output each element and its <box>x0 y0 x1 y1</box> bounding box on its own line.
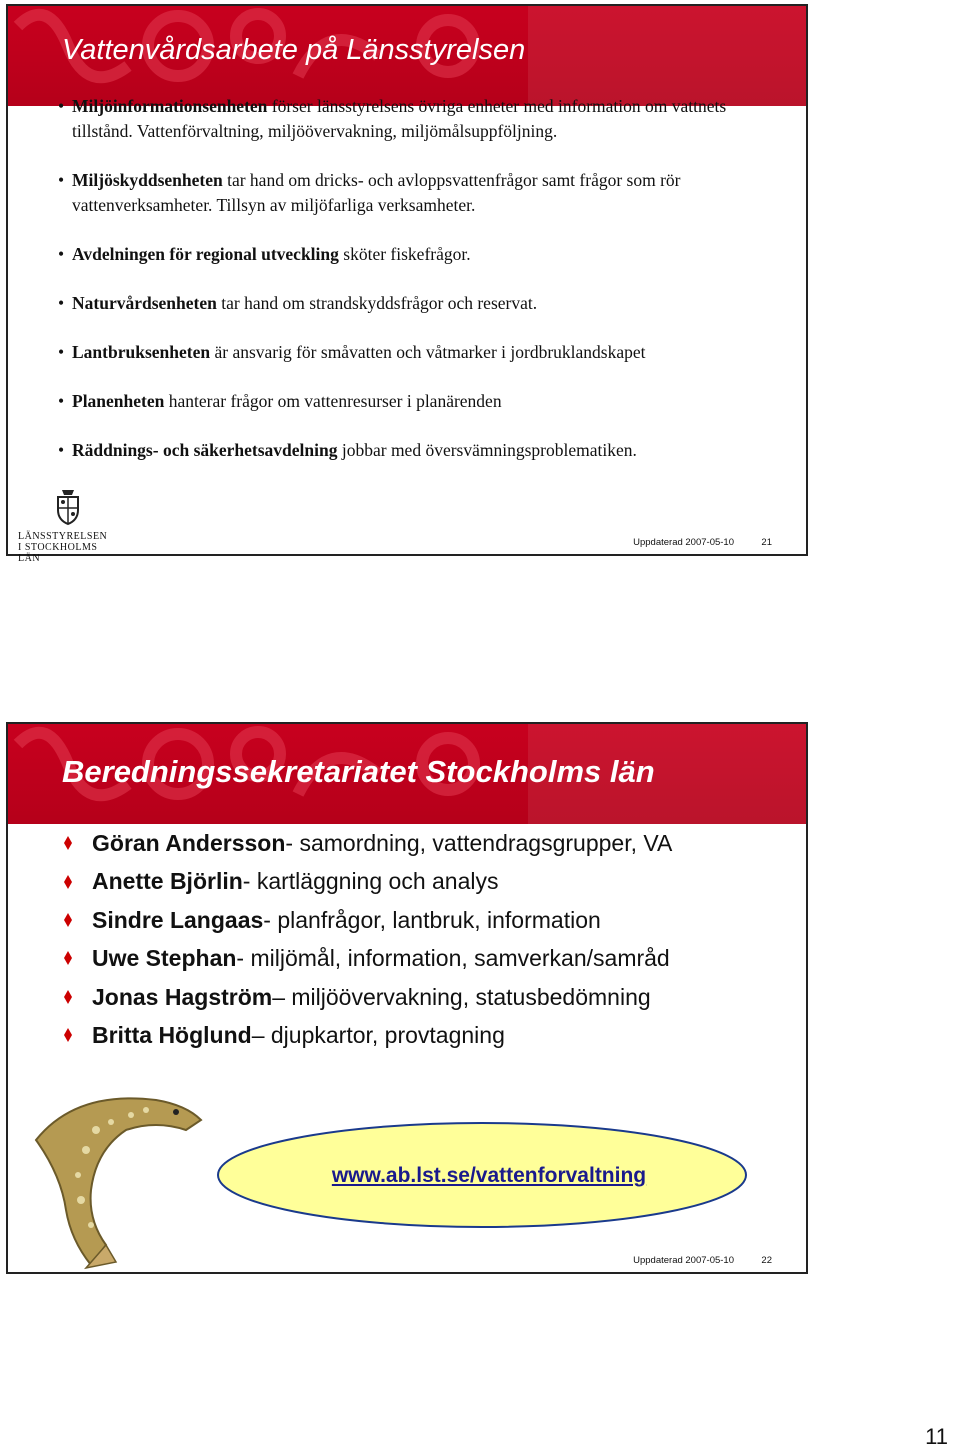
diamond-bullet-icon <box>64 951 72 965</box>
diamond-bullet-icon <box>64 1028 72 1042</box>
list-item: Sindre Langaas - planfrågor, lantbruk, information <box>64 901 672 939</box>
list-item: • Miljöinformationsenheten förser länsstyrelsens övriga enheter med information om vattnets tillstånd. Vattenförvaltning, miljöövervakning, miljömålsuppföljning. <box>56 94 776 144</box>
list-item: • Miljöskyddsenheten tar hand om dricks- och avloppsvattenfrågor samt frågor som rör vattenverksamheter. Tillsyn av miljöfarliga verksamheter. <box>56 168 776 218</box>
coat-of-arms-icon <box>48 486 88 526</box>
diamond-bullet-icon <box>64 836 72 850</box>
list-item: Uwe Stephan - miljömål, information, samverkan/samråd <box>64 939 672 977</box>
slide-title: Beredningssekretariatet Stockholms län <box>62 754 655 789</box>
bullet-list <box>56 94 776 463</box>
pike-fish-image <box>16 1080 216 1270</box>
list-item: • Avdelningen för regional utveckling sköter fiskefrågor. <box>56 242 776 267</box>
list-item: • Naturvårdsenheten tar hand om strandskyddsfrågor och reservat. <box>56 291 776 316</box>
website-link[interactable]: www.ab.lst.se/vattenforvaltning <box>331 1164 647 1187</box>
list-item: Britta Höglund – djupkartor, provtagning <box>64 1016 672 1054</box>
footer-date: Uppdaterad 2007-05-10 <box>633 537 734 548</box>
diamond-bullet-icon <box>64 875 72 889</box>
slide-header <box>8 724 806 824</box>
slide-header <box>8 6 806 106</box>
list-item: Göran Andersson - samordning, vattendragsgrupper, VA <box>64 824 672 862</box>
slide-title: Vattenvårdsarbete på Länsstyrelsen <box>62 34 526 66</box>
diamond-bullet-icon <box>64 990 72 1004</box>
list-item: Jonas Hagström – miljöövervakning, statusbedömning <box>64 978 672 1016</box>
footer-date: Uppdaterad 2007-05-10 <box>633 1255 734 1266</box>
slide-21 <box>6 4 808 564</box>
logo-line-1: LÄNSSTYRELSEN <box>18 531 108 542</box>
lansstyrelsen-logo <box>18 486 118 564</box>
list-item: • Räddnings- och säkerhetsavdelning jobbar med översvämningsproblematiken. <box>56 438 776 463</box>
list-item: Anette Björlin - kartläggning och analys <box>64 862 672 900</box>
logo-line-2: I STOCKHOLMS LÄN <box>18 542 98 564</box>
page-number: 11 <box>925 1424 948 1449</box>
slide-number: 21 <box>761 537 772 548</box>
list-item: • Planenheten hanterar frågor om vattenresurser i planärenden <box>56 389 776 414</box>
slide-22 <box>6 722 808 1274</box>
list-item: • Lantbruksenheten är ansvarig för småvatten och våtmarker i jordbruklandskapet <box>56 340 776 365</box>
diamond-bullet-icon <box>64 913 72 927</box>
people-list <box>64 824 672 1054</box>
slide-number: 22 <box>761 1255 772 1266</box>
